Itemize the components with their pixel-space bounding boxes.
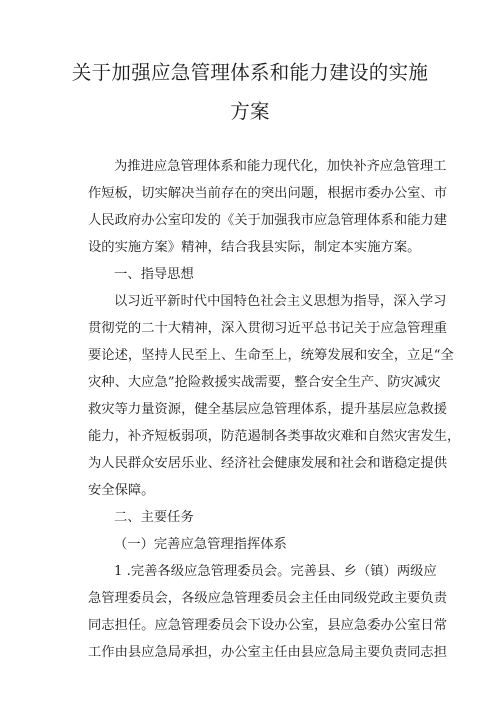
paragraph-line: 工作由县应急局承担，办公室主任由县应急局主要负责同志担	[88, 645, 448, 660]
paragraph-line: 急管理委员会，各级应急管理委员会主任由同级党政主要负责	[88, 591, 448, 606]
paragraph-line: 救灾等力量资源，健全基层应急管理体系，提升基层应急救援	[88, 402, 448, 417]
paragraph-line: 贯彻党的二十大精神，深入贯彻习近平总书记关于应急管理重	[88, 321, 448, 336]
document-title-line-2: 方案	[230, 100, 270, 123]
intro-line: 作短板，切实解决当前存在的突出问题，根据市委办公室、市	[88, 186, 448, 201]
intro-line: 人民政府办公室印发的《关于加强我市应急管理体系和能力建	[88, 213, 448, 228]
section-heading-main-tasks: 二、主要任务	[114, 510, 194, 525]
intro-line: 为推进应急管理体系和能力现代化，加快补齐应急管理工	[114, 159, 447, 174]
intro-line: 设的实施方案》精神，结合我县实际，制定本实施方案。	[88, 240, 421, 255]
paragraph-line: 安全保障。	[88, 483, 155, 498]
paragraph-line: 同志担任。应急管理委员会下设办公室，县应急委办公室日常	[88, 618, 448, 633]
paragraph-line: 要论述，坚持人民至上、生命至上，统筹发展和安全，立足“全	[88, 348, 454, 363]
section-heading-guiding-ideology: 一、指导思想	[114, 267, 194, 282]
document-title-line-1: 关于加强应急管理体系和能力建设的实施	[71, 61, 429, 84]
subsection-heading-command-system: （一）完善应急管理指挥体系	[114, 537, 287, 552]
paragraph-line: 1 .完善各级应急管理委员会。完善县、乡（镇）两级应	[114, 564, 437, 579]
paragraph-line: 为人民群众安居乐业、经济社会健康发展和社会和谐稳定提供	[88, 456, 448, 471]
paragraph-line: 以习近平新时代中国特色社会主义思想为指导，深入学习	[114, 294, 447, 309]
paragraph-line: 能力，补齐短板弱项，防范遏制各类事故灾难和自然灾害发生，	[88, 429, 461, 444]
paragraph-line: 灾种、大应急”抢险救援实战需要，整合安全生产、防灾减灾	[88, 375, 441, 390]
